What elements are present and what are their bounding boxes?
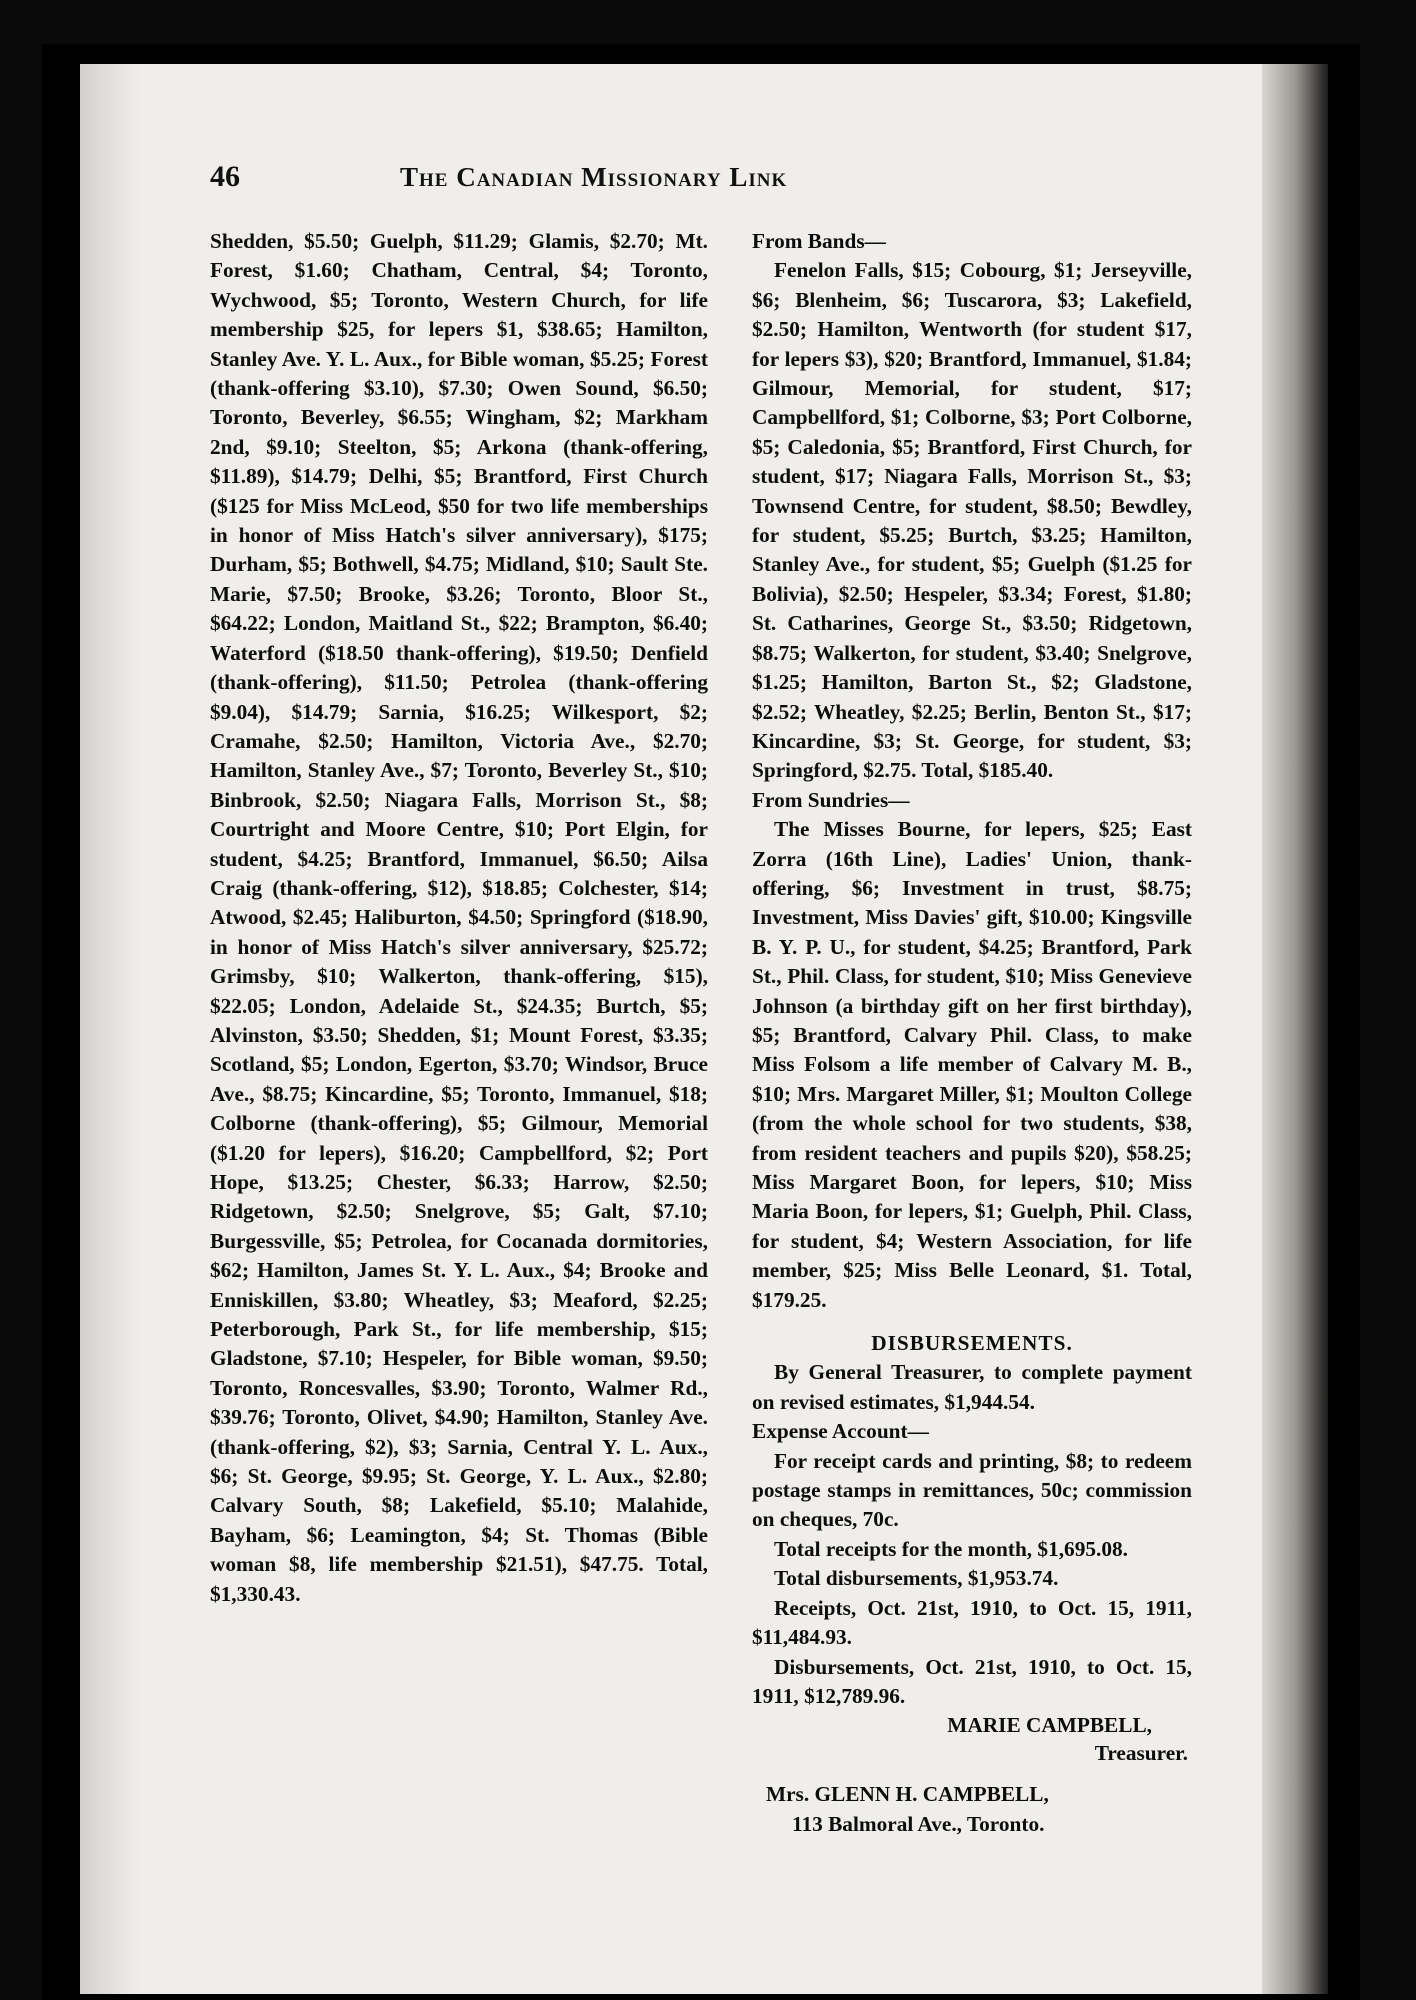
address-street: 113 Balmoral Ave., Toronto. xyxy=(792,1811,1045,1836)
disbursements-period: Disbursements, Oct. 21st, 1910, to Oct. 15, 1911, $12,789.96. xyxy=(752,1654,1192,1708)
receipts-period: Receipts, Oct. 21st, 1910, to Oct. 15, 1911, $11,484.93. xyxy=(752,1595,1192,1650)
sundries-heading: From Sundries— xyxy=(752,787,910,812)
church-contributions-list: Shedden, $5.50; Guelph, $11.29; Glamis, $2.70; Mt. Forest, $1.60; Chatham, Central, $4; Toronto, Wychwood, $5; Toronto, Western Church, for life membership $25, for lepers $1, $38.65; Hamilton, Stanley Ave. Y. L. Aux., for Bible woman, $5.25; Forest (thank-offering $3.10), $7.30; Owen Sound, $6.50; Toronto, Beverley, $6.55; Wingham, $2; Markham 2nd, $9.10; Steelton, $5; Arkona (thank-offering, $11.89), $14.79; Delhi, $5; Brantford, First Church ($125 for Miss McLeod, $50 for two life memberships in honor of Miss Hatch's silver anniversary), $175; Durham, $5; Bothwell, $4.75; Midland, $10; Sault Ste. Marie, $7.50; Brooke, $3.26; Toronto, Bloor St., $64.22; London, Maitland St., $22; Brampton, $6.40; Waterford ($18.50 thank-offering), $19.50; Denfield (thank-offering), $11.50; Petrolea (thank-offering $9.04), $14.79; Sarnia, $16.25; Wilkesport, $2; Cramahe, $2.50; Hamilton, Victoria Ave., $2.70; Hamilton, Stanley Ave., $7; Toronto, Beverley St., $10; Binbrook, $2.50; Niagara Falls, Morrison St., $8; Courtright and Moore Centre, $10; Port Elgin, for student, $4.25; Brantford, Immanuel, $6.50; Ailsa Craig (thank-offering, $12), $18.85; Colchester, $14; Atwood, $2.45; Haliburton, $4.50; Springford ($18.90, in honor of Miss Hatch's silver anniversary, $25.72; Grimsby, $10; Walkerton, thank-offering, $15), $22.05; London, Adelaide St., $24.35; Burtch, $5; Alvinston, $3.50; Shedden, $1; Mount Forest, $3.35; Scotland, $5; London, Egerton, $3.70; Windsor, Bruce Ave., $8.75; Kincardine, $5; Toronto, Immanuel, $18; Colborne (thank-offering), $5; Gilmour, Memorial ($1.20 for lepers), $16.20; Campbellford, $2; Port Hope, $13.25; Chester, $6.33; Harrow, $2.50; Ridgetown, $2.50; Snelgrove, $5; Galt, $7.10; Burgessville, $5; Petrolea, for Cocanada dormitories, $62; Hamilton, James St. Y. L. Aux., $4; Brooke and Enniskillen, $3.80; Wheatley, $3; Meaford, $2.25; Peterborough, Park St., for life membership, $15; Gladstone, $7.10; Hespeler, for Bible woman, $9.50; Toronto, Roncesvalles, $3.90; Toronto, Walmer Rd., $39.76; Toronto, Olivet, $4.90; Hamilton, Stanley Ave. (thank-offering, $2), $3; Sarnia, Central Y. L. Aux., $6; St. George, $9.95; St. George, Y. L. Aux., $2.80; Calvary South, $8; Lakefield, $5.10; Malahide, Bayham, $6; Leamington, $4; St. Thomas (Bible woman $8, life membership $21.51), $47.75. Total, $1,330.43. xyxy=(210,229,708,1606)
expense-account-details: For receipt cards and printing, $8; to redeem postage stamps in remittances, 50c; commission on cheques, 70c. xyxy=(752,1448,1192,1532)
total-disbursements: Total disbursements, $1,953.74. xyxy=(774,1566,1059,1591)
page xyxy=(80,64,1328,1994)
bands-contributions: Fenelon Falls, $15; Cobourg, $1; Jerseyville, $6; Blenheim, $6; Tuscarora, $3; Lakefield, $2.50; Hamilton, Wentworth (for student $17, for lepers $3), $20; Brantford, Immanuel, $1.84; Gilmour, Memorial, for student, $17; Campbellford, $1; Colborne, $3; Port Colborne, $5; Caledonia, $5; Brantford, First Church, for student, $17; Niagara Falls, Morrison St., $3; Townsend Centre, for student, $8.50; Bewdley, for student, $5.25; Burtch, $3.25; Hamilton, Stanley Ave., for student, $5; Guelph ($1.25 for Bolivia), $2.50; Hespeler, $3.34; Forest, $1.80; St. Catharines, George St., $3.50; Ridgetown, $8.75; Walkerton, for student, $3.40; Snelgrove, $1.25; Hamilton, Barton St., $2; Gladstone, $2.52; Wheatley, $2.25; Berlin, Benton St., $17; Kincardine, $3; St. George, for student, $3; Springford, $2.75. Total, $185.40. xyxy=(752,258,1192,783)
signature-role: Treasurer. xyxy=(1094,1740,1188,1765)
total-receipts: Total receipts for the month, $1,695.08. xyxy=(774,1536,1128,1561)
expense-account-heading: Expense Account— xyxy=(752,1419,929,1444)
sundries-contributions: The Misses Bourne, for lepers, $25; East Zorra (16th Line), Ladies' Union, thank-offering, $6; Investment in trust, $8.75; Investment, Miss Davies' gift, $10.00; Kingsville B. Y. P. U., for student, $4.25; Brantford, Park St., Phil. Class, for student, $10; Miss Genevieve Johnson (a birthday gift on her first birthday), $5; Brantford, Calvary Phil. Class, to make Miss Folsom a life member of Calvary M. B., $10; Mrs. Margaret Miller, $1; Moulton College (from the whole school for two students, $38, from resident teachers and pupils $20), $58.25; Miss Margaret Boon, for lepers, $10; Miss Maria Boon, for lepers, $1; Guelph, Phil. Class, for student, $4; Western Association, for life member, $25; Miss Belle Leonard, $1. Total, $179.25. xyxy=(752,817,1192,1312)
disbursements-heading: DISBURSEMENTS. xyxy=(871,1331,1073,1356)
address-name: Mrs. GLENN H. CAMPBELL, xyxy=(766,1782,1049,1807)
running-title: The Canadian Missionary Link xyxy=(400,162,788,192)
page-header xyxy=(210,160,1010,200)
right-column xyxy=(752,227,1192,1839)
general-treasurer-payment: By General Treasurer, to complete payment on revised estimates, $1,944.54. xyxy=(752,1360,1192,1414)
signature-name: MARIE CAMPBELL, xyxy=(947,1713,1152,1738)
left-column xyxy=(210,227,708,1609)
bands-heading: From Bands— xyxy=(752,229,886,253)
page-binding-edge xyxy=(1262,64,1328,1994)
scanned-page-frame xyxy=(42,44,1360,2000)
page-number: 46 xyxy=(210,160,240,193)
